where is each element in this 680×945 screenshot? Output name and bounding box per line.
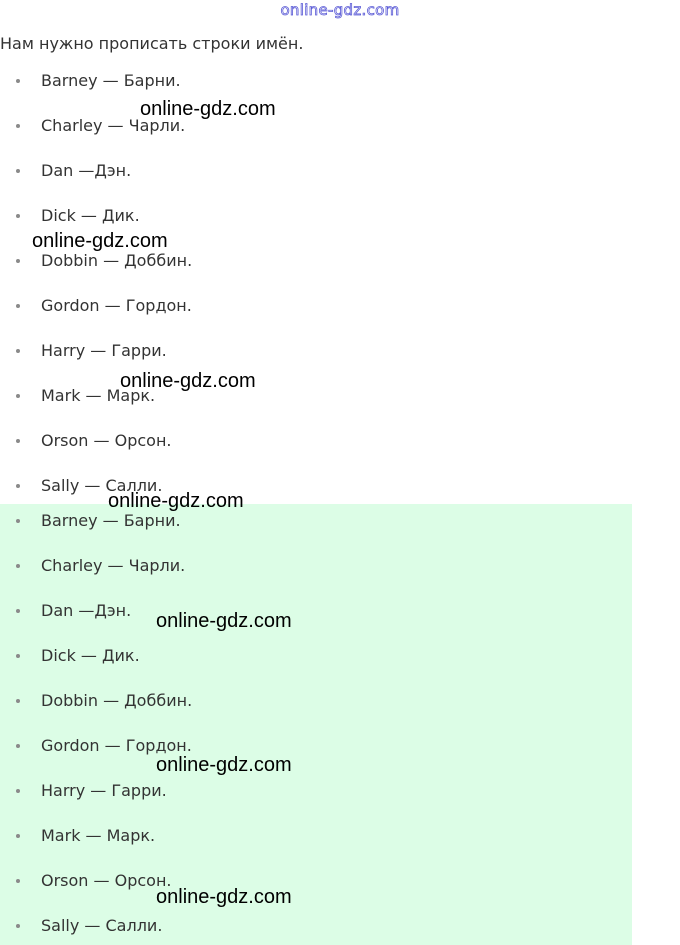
bullet-icon xyxy=(16,654,20,658)
watermark: online-gdz.com xyxy=(156,754,292,776)
bullet-icon xyxy=(16,259,20,263)
bullet-icon xyxy=(16,564,20,568)
bullet-icon xyxy=(16,439,20,443)
bullet-icon xyxy=(16,744,20,748)
bullet-icon xyxy=(16,214,20,218)
watermark: online-gdz.com xyxy=(156,886,292,908)
bullet-icon xyxy=(16,304,20,308)
watermark: online-gdz.com xyxy=(120,370,256,392)
bullet-icon xyxy=(16,394,20,398)
top-watermark: online-gdz.com xyxy=(280,1,400,19)
page: online-gdz.com Нам нужно прописать строки имён. Barney — Барни. Charley — Чарли. Dan —Дэн. Dick — Дик. Dobbin — Доббин. Gordon — Гордон. Harry — Гарри. Mark — Марк. Orson — Орсон. Sally — Салли. Barney — Барни. Charley — Чарли. Dan —Дэн. Dick — Дик. Dobbin — Доббин. Gordon — Гордон. Harry — Гарри. Mark — Марк. Orson — Орсон. Sally — Салли. online-gdz.com online-gdz.com online-gdz.com online-gdz.com online-gdz.com online-gdz.com online-gdz.com xyxy=(0,0,680,945)
bullet-icon xyxy=(16,79,20,83)
bullet-icon xyxy=(16,699,20,703)
bullet-icon xyxy=(16,169,20,173)
bullet-icon xyxy=(16,879,20,883)
bullet-icon xyxy=(16,834,20,838)
bullet-icon xyxy=(16,609,20,613)
watermark: online-gdz.com xyxy=(140,98,276,120)
watermark: online-gdz.com xyxy=(32,230,168,252)
bullet-icon xyxy=(16,484,20,488)
intro-text: Нам нужно прописать строки имён. xyxy=(0,34,304,53)
bullet-icon xyxy=(16,519,20,523)
bullet-icon xyxy=(16,349,20,353)
bullet-icon xyxy=(16,789,20,793)
names-list-2-highlighted: Barney — Барни. Charley — Чарли. Dan —Дэн. Dick — Дик. Dobbin — Доббин. Gordon — Гордон. Harry — Гарри. Mark — Марк. Orson — Орсон. Sally — Салли. xyxy=(0,504,632,945)
bullet-icon xyxy=(16,124,20,128)
bullet-icon xyxy=(16,924,20,928)
watermark: online-gdz.com xyxy=(108,490,244,512)
watermark: online-gdz.com xyxy=(156,610,292,632)
